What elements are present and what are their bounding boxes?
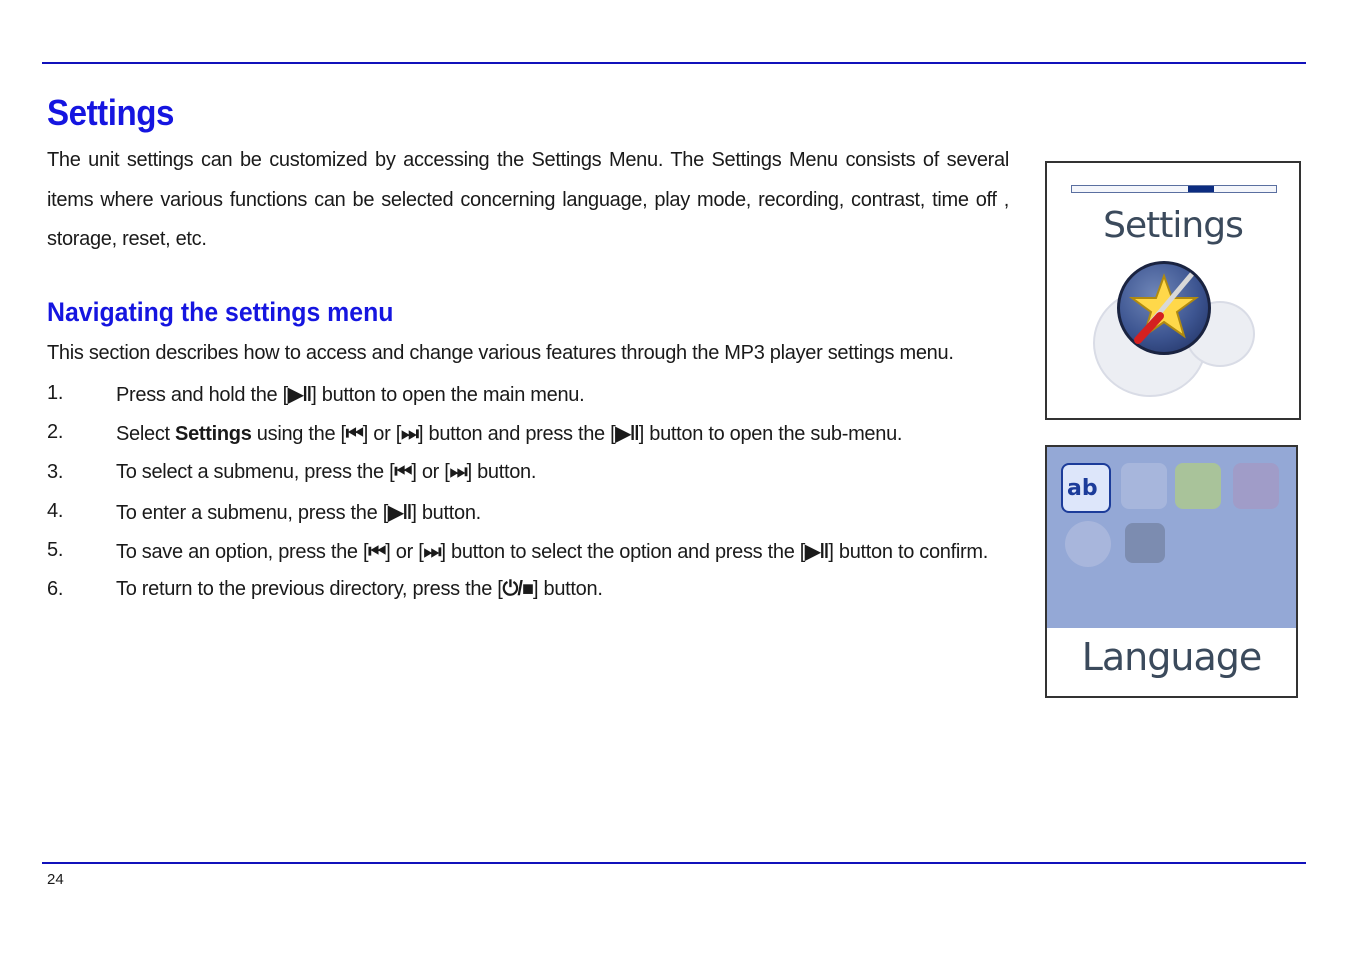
previous-icon: ⏮ xyxy=(394,460,412,483)
language-screen-title: Language xyxy=(1081,635,1262,679)
scroll-indicator xyxy=(1071,185,1277,193)
intro-paragraph: The unit settings can be customized by accessing the Settings Menu. The Settings Menu consists of several items where various functions can be selected concerning language, play mode, recording, contrast, time off , storage, reset, etc. xyxy=(47,149,1009,250)
steps-list xyxy=(47,382,988,618)
power-stop-icon: ⏻/■ xyxy=(502,578,533,601)
section-description: This section describes how to access and change various features through the MP3 player settings menu. xyxy=(47,342,954,364)
contrast-icon xyxy=(1233,463,1279,509)
next-icon: ⏭ xyxy=(423,541,441,564)
storage-icon xyxy=(1125,523,1165,563)
play-mode-icon xyxy=(1121,463,1167,509)
page-title: Settings xyxy=(47,92,174,133)
list-item xyxy=(47,461,988,500)
step-text: To enter a submenu, press the [▶‖] button. xyxy=(116,501,481,524)
menu-icon-grid xyxy=(1047,447,1296,628)
list-item xyxy=(47,421,988,460)
language-icon xyxy=(1061,463,1111,513)
play-pause-icon: ▶‖ xyxy=(387,501,412,524)
list-item xyxy=(47,382,988,421)
settings-screen-title: Settings xyxy=(1103,205,1243,246)
language-menu-image xyxy=(1045,445,1298,698)
settings-tools-icon xyxy=(1117,261,1211,355)
play-pause-icon: ▶‖ xyxy=(287,384,312,406)
svg-text:ab: ab xyxy=(1067,476,1098,501)
section-heading: Navigating the settings menu xyxy=(47,297,394,327)
list-item xyxy=(47,500,988,539)
previous-icon: ⏮ xyxy=(345,423,363,446)
time-off-icon xyxy=(1065,521,1111,567)
bottom-rule xyxy=(42,862,1306,864)
step-text: Press and hold the [▶‖] button to open the main menu. xyxy=(116,384,585,406)
next-icon: ⏭ xyxy=(449,460,467,483)
step-number: 3. xyxy=(47,460,64,483)
top-rule xyxy=(42,62,1306,64)
step-number: 5. xyxy=(47,539,64,562)
play-pause-icon: ▶‖ xyxy=(615,423,639,446)
list-item xyxy=(47,539,988,578)
step-number: 6. xyxy=(47,578,64,601)
scroll-thumb xyxy=(1188,186,1214,192)
play-pause-icon: ▶‖ xyxy=(805,541,829,564)
next-icon: ⏭ xyxy=(401,423,419,446)
step-text: To select a submenu, press the [⏮] or [⏭] button. xyxy=(116,460,537,483)
step-number: 2. xyxy=(47,421,64,444)
record-icon xyxy=(1175,463,1221,509)
settings-screen-image xyxy=(1045,161,1301,420)
step-text: To return to the previous directory, press the [⏻/■] button. xyxy=(116,578,603,601)
step-text: Select Settings using the [⏮] or [⏭] button and press the [▶‖] button to open the sub-menu. xyxy=(116,423,903,446)
step-number: 1. xyxy=(47,382,64,404)
step-text: To save an option, press the [⏮] or [⏭] button to select the option and press the [▶‖] button to confirm. xyxy=(116,541,989,564)
page-number: 24 xyxy=(47,871,64,888)
previous-icon: ⏮ xyxy=(368,541,386,564)
list-item xyxy=(47,578,988,617)
step-number: 4. xyxy=(47,499,64,522)
